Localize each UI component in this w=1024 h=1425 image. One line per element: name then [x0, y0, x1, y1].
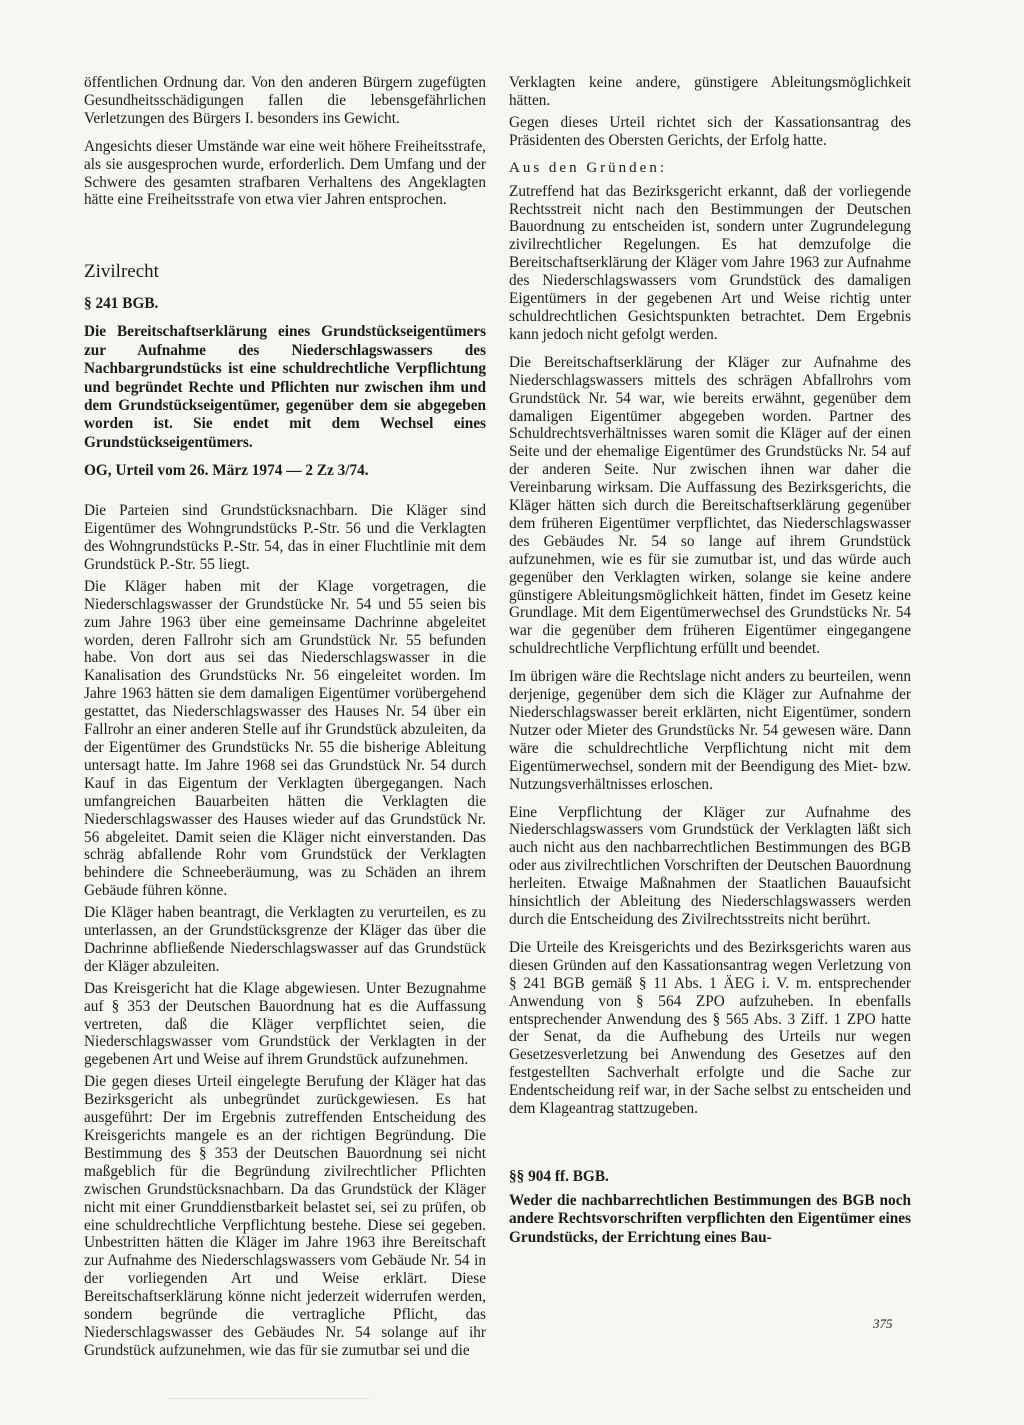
law-reference: § 241 BGB.: [84, 295, 159, 313]
paragraph: Gegen dieses Urteil richtet sich der Kassationsantrag des Präsidenten des Obersten Gerichts, der Erfolg hatte.: [509, 113, 911, 149]
section-heading: Aus den Gründen:: [509, 159, 667, 176]
right-column: [509, 74, 911, 1257]
paragraph: Angesichts dieser Umstände war eine weit höhere Freiheitsstrafe, als sie ausgesprochen wurde, erforderlich. Dem Umfang und der Schwere des gesamten strafbaren Verhaltens des Angeklagten hätte eine Freiheitsstrafe von etwa vier Jahren entsprochen.: [84, 137, 486, 209]
paragraph: Zutreffend hat das Bezirksgericht erkannt, daß der vorliegende Rechtsstreit nicht nach den Bestimmungen der Deutschen Bauordnung zu entscheiden ist, sondern unter Zugrundelegung zivilrechtlicher Regelungen. Es hat demzufolge die Bereitschaftserklärung der Kläger vom Jahre 1963 zur Aufnahme des Niederschlagswassers vom Grundstück des damaligen Eigentümers in der gegebenen Art und Weise richtig unter schuldrechtlichen Gesichtspunkten betrachtet. Dem Ergebnis kann jedoch nicht gefolgt werden.: [509, 182, 911, 343]
paragraph: Die gegen dieses Urteil eingelegte Berufung der Kläger hat das Bezirksgericht als unbegründet zurückgewiesen. Es hat ausgeführt: Der im Ergebnis zutreffenden Entscheidung des Kreisgerichts mangele es an der richtigen Begründung. Die Bestimmung des § 353 der Deutschen Bauordnung sei nicht maßgeblich für die Begründung zivilrechtlicher Pflichten zwischen Grundstücksnachbarn. Da das Grundstück der Kläger nicht mit einer Grunddienstbarkeit belastet sei, sei zu prüfen, ob eine schuldrechtliche Verpflichtung bestehe. Diese sei gegeben. Unbestritten hätten die Kläger im Jahre 1963 ihre Bereitschaft zur Aufnahme des Niederschlagswassers vom Gebäude Nr. 54 in der vorliegenden Art und Weise erklärt. Diese Bereitschaftserklärung könne nicht jederzeit widerrufen werden, sondern begründe die vertragliche Pflicht, das Niederschlagswasser des Gebäudes Nr. 54 solange auf ihr Grundstück aufzunehmen, wie das für sie zumutbar sei und die: [84, 1073, 486, 1359]
paragraph: Die Parteien sind Grundstücksnachbarn. Die Kläger sind Eigentümer des Wohngrundstücks P.-Str. 56 und die Verklagten des Wohngrundstücks P.-Str. 54, das in einer Fluchtlinie mit dem Grundstück P.-Str. 55 liegt.: [84, 502, 486, 573]
page-number: 375: [873, 1316, 893, 1331]
section-title: Zivilrecht: [84, 261, 159, 283]
case-citation: OG, Urteil vom 26. März 1974 — 2 Zz 3/74.: [84, 462, 369, 480]
scan-artifact: [170, 1398, 370, 1405]
paragraph: Das Kreisgericht hat die Klage abgewiesen. Unter Bezugnahme auf § 353 der Deutschen Bauordnung hat es die Auffassung vertreten, daß die Kläger verpflichtet seien, die Niederschlagswasser vom Grundstück der Verklagten in der gegebenen Art und Weise auf ihrem Grundstück aufzunehmen.: [84, 979, 486, 1069]
paragraph: Eine Verpflichtung der Kläger zur Aufnahme des Niederschlagswassers vom Grundstück der Verklagten läßt sich auch nicht aus den nachbarrechtlichen Bestimmungen des BGB oder aus zivilrechtlichen Vorschriften der Deutschen Bauordnung herleiten. Etwaige Maßnahmen der Staatlichen Bauaufsicht hinsichtlich der Ableitung des Niederschlagswassers werden durch die Entscheidung des Zivilrechtsstreits nicht berührt.: [509, 803, 911, 928]
paragraph: Die Kläger haben beantragt, die Verklagten zu verurteilen, es zu unterlassen, an der Grundstücksgrenze der Kläger das über die Dachrinne abfließende Niederschlagswasser auf das Grundstück der Kläger abzuleiten.: [84, 904, 486, 975]
paragraph: Die Kläger haben mit der Klage vorgetragen, die Niederschlagswasser der Grundstücke Nr. 54 und 55 seien bis zum Jahre 1963 über eine gemeinsame Dachrinne abgeleitet worden, deren Fallrohr sich am Grundstück Nr. 55 befunden habe. Von dort aus sei das Niederschlagswasser in die Kanalisation des Grundstücks Nr. 56 eingeleitet worden. Im Jahre 1963 hätten sie dem damaligen Eigentümer vorübergehend gestattet, das Niederschlagswasser des Hauses Nr. 54 über ein Fallrohr an einer anderen Stelle auf ihr Grundstück abzuleiten, da der Eigentümer des Grundstücks Nr. 55 die bisherige Ableitung untersagt hatte. Im Jahre 1968 sei das Grundstück Nr. 54 durch Kauf in das Eigentum der Verklagten übergegangen. Nach umfangreichen Bauarbeiten hätten die Verklagten die Niederschlagswasser des Hauses wieder auf das Grundstück Nr. 56 abgeleitet. Damit seien die Kläger nicht einverstanden. Das schräg abfallende Rohr vom Grundstück der Verklagten behindere die Schneeberäumung, was zu Schäden an ihrem Gebäude führen könne.: [84, 577, 486, 900]
law-reference: §§ 904 ff. BGB.: [509, 1167, 609, 1185]
paragraph: Im übrigen wäre die Rechtslage nicht anders zu beurteilen, wenn derjenige, gegenüber dem sich die Kläger zur Aufnahme der Niederschlagswasser bereit erklärten, nicht Eigentümer, sondern Nutzer oder Mieter des Grundstücks Nr. 54 gewesen wäre. Dann wäre die schuldrechtliche Verpflichtung nicht mit dem Eigentümerwechsel, sondern mit der Beendigung des Miet- bzw. Nutzungsverhältnisses erloschen.: [509, 668, 911, 793]
left-column: [84, 74, 486, 1364]
paragraph: Die Bereitschaftserklärung der Kläger zur Aufnahme des Niederschlagswassers mittels des schrägen Abfallrohrs vom Grundstück Nr. 54 war, wie bereits erwähnt, gegenüber dem damaligen Eigentümer abgegeben worden. Partner des Schuldrechtsverhältnisses waren somit die Kläger auf der einen Seite und der ehemalige Eigentümer des Grundstücks Nr. 54 auf der anderen Seite. Nur zwischen ihnen war daher die Vereinbarung wirksam. Die Auffassung des Bezirksgerichts, die Kläger hätten sich durch die Bereitschaftserklärung gegenüber dem früheren Eigentümer verpflichtet, das Niederschlagswasser des Gebäudes Nr. 54 so lange auf ihrem Grundstück aufzunehmen, wie es für sie zumutbar ist, und das würde auch gegenüber den Verklagten wirken, solange sie keine andere günstigere Ableitungsmöglichkeit hätten, findet im Gesetz keine Grundlage. Mit dem Eigentümerwechsel des Grundstücks Nr. 54 war die gegenüber dem früheren Eigentümer eingegangene schuldrechtliche Verpflichtung erfüllt und beendet.: [509, 353, 911, 658]
paragraph: öffentlichen Ordnung dar. Von den anderen Bürgern zugefügten Gesundheitsschädigungen fallen die lebensgefährlichen Verletzungen des Bürgers I. besonders ins Gewicht.: [84, 74, 486, 127]
paragraph: Die Urteile des Kreisgerichts und des Bezirksgerichts waren aus diesen Gründen auf den Kassationsantrag wegen Verletzung von § 241 BGB gemäß § 11 Abs. 1 ÄEG i. V. m. entsprechender Anwendung von § 564 ZPO aufzuheben. In ebenfalls entsprechender Anwendung des § 565 Abs. 3 Ziff. 1 ZPO hatte der Senat, da die Aufhebung des Urteils nur wegen Gesetzesverletzung bei Anwendung des Gesetzes auf den festgestellten Sachverhalt erfolgte und die Sache zur Endentscheidung reif war, in der Sache selbst zu entscheiden und dem Klageantrag stattzugeben.: [509, 938, 911, 1118]
headnote: Weder die nachbarrechtlichen Bestimmungen des BGB noch andere Rechtsvorschriften verpflichten den Eigentümer eines Grundstücks, der Errichtung eines Bau-: [509, 1191, 911, 1246]
paragraph: Verklagten keine andere, günstigere Ableitungsmöglichkeit hätten.: [509, 74, 911, 109]
headnote: Die Bereitschaftserklärung eines Grundstückseigentümers zur Aufnahme des Niederschlagswassers des Nachbargrundstücks ist eine schuldrechtliche Verpflichtung und begründet Rechte und Pflichten nur zwischen ihm und dem Grundstückseigentümer, gegenüber dem sie abgegeben worden ist. Sie endet mit dem Wechsel eines Grundstückseigentümers.: [84, 323, 486, 451]
